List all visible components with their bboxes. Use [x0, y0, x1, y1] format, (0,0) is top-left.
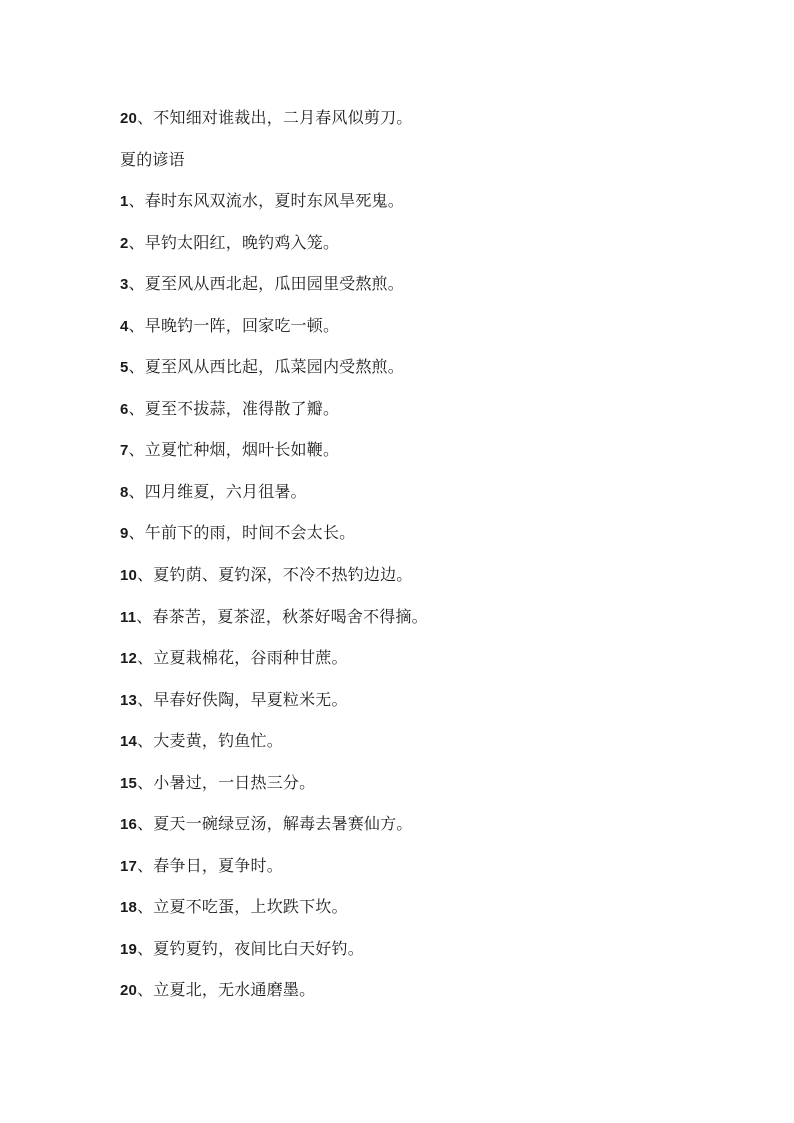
item-text: 、立夏忙种烟，烟叶长如鞭。 — [128, 440, 340, 459]
item-text: 、夏至风从西比起，瓜菜园内受熬煎。 — [128, 357, 404, 376]
list-item — [120, 731, 283, 752]
item-text: 、春茶苦，夏茶涩，秋茶好喝舍不得摘。 — [136, 607, 428, 626]
item-number: 5 — [120, 359, 129, 376]
item-text: 、大麦黄，钓鱼忙。 — [137, 731, 283, 750]
item-text: 、夏钓夏钓，夜间比白天好钓。 — [137, 939, 364, 958]
item-number: 20 — [120, 982, 138, 999]
list-item — [120, 897, 348, 918]
item-text: 、夏钓荫、夏钓深，不冷不热钓边边。 — [137, 565, 413, 584]
list-item — [120, 274, 404, 295]
list-item — [120, 233, 339, 254]
lead-item — [120, 108, 413, 129]
item-number: 1 — [120, 193, 129, 210]
item-number: 8 — [120, 484, 129, 501]
item-number: 16 — [120, 816, 138, 833]
item-number: 9 — [120, 525, 129, 542]
item-text: 、夏天一碗绿豆汤，解毒去暑赛仙方。 — [137, 814, 413, 833]
item-text: 、小暑过，一日热三分。 — [137, 773, 316, 792]
list-item — [120, 565, 413, 586]
item-text: 、早晚钓一阵，回家吃一顿。 — [128, 316, 340, 335]
item-text: 、春时东风双流水，夏时东风旱死鬼。 — [128, 191, 404, 210]
list-item — [120, 939, 364, 960]
item-number: 20 — [120, 110, 138, 127]
list-item — [120, 357, 404, 378]
item-number: 19 — [120, 941, 138, 958]
list-item — [120, 648, 348, 669]
item-text: 、早春好佚陶，早夏粒米无。 — [137, 690, 348, 709]
item-number: 7 — [120, 442, 129, 459]
item-number: 18 — [120, 899, 138, 916]
item-text: 、立夏北，无水通磨墨。 — [137, 980, 316, 999]
list-item — [120, 191, 404, 212]
item-number: 14 — [120, 733, 138, 750]
item-text: 、早钓太阳红，晚钓鸡入笼。 — [128, 233, 340, 252]
item-number: 10 — [120, 567, 138, 584]
item-text: 、夏至不拔蒜，准得散了瓣。 — [128, 399, 340, 418]
item-number: 11 — [120, 609, 137, 626]
list-item — [120, 980, 315, 1001]
item-number: 2 — [120, 235, 129, 252]
item-number: 15 — [120, 775, 138, 792]
list-item — [120, 523, 355, 544]
item-text: 、不知细对谁裁出，二月春风似剪刀。 — [137, 108, 413, 127]
item-text: 、四月维夏，六月徂暑。 — [128, 482, 307, 501]
item-number: 12 — [120, 650, 138, 667]
list-item — [120, 607, 428, 628]
list-item — [120, 814, 413, 835]
list-item — [120, 440, 339, 461]
list-item — [120, 690, 348, 711]
item-number: 17 — [120, 858, 138, 875]
section-heading: 夏的谚语 — [120, 150, 185, 169]
item-number: 13 — [120, 692, 138, 709]
item-text: 、午前下的雨，时间不会太长。 — [128, 523, 356, 542]
list-item — [120, 399, 339, 420]
list-item — [120, 482, 307, 503]
item-text: 、立夏不吃蛋，上坎跌下坎。 — [137, 897, 348, 916]
list-item — [120, 773, 315, 794]
item-text: 、夏至风从西北起，瓜田园里受熬煎。 — [128, 274, 404, 293]
item-number: 4 — [120, 318, 129, 335]
item-text: 、立夏栽棉花，谷雨种甘蔗。 — [137, 648, 348, 667]
item-text: 、春争日，夏争时。 — [137, 856, 283, 875]
list-item — [120, 316, 339, 337]
item-number: 3 — [120, 276, 129, 293]
item-number: 6 — [120, 401, 129, 418]
list-item — [120, 856, 283, 877]
